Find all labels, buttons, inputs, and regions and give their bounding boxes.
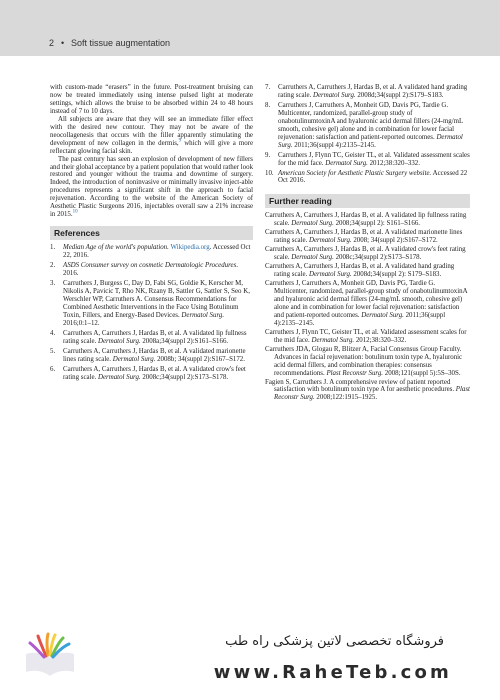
body-paragraph-3-text: The past century has seen an explosion of development of new fillers and their global acceptance by a patient population that would rather look restored and younger without the trauma and downtime of surgery. Indeed, the introduction of noninvasive or minimally invasive inject-able procedures represents a significant shift in the approach to facial rejuvenation. According to the website of the American Society of Aesthetic Plastic Surgeons 2016, injectables overall saw a 21% increase in 2015. xyxy=(50,155,254,219)
references-list-left xyxy=(50,244,253,381)
further-reading-item: Carruthers A, Carruthers J, Hardas B, et al. A validated marionette lines rating scale. Dermatol Surg. 2008; 34(suppl 2):S167–S172. xyxy=(265,229,463,245)
page-header xyxy=(0,0,500,56)
body-paragraph-3 xyxy=(50,156,253,220)
further-reading-item: Carruthers A, Carruthers J, Hardas B, et al. A validated crow's feet rating scale. Dermatol Surg. 2008c;34(suppl 2):S173–S178. xyxy=(265,246,466,262)
book-logo-icon xyxy=(22,632,78,686)
reference-item: 5. Carruthers A, Carruthers J, Hardas B, et al. A validated marionette lines rating scale. Dermatol Surg. 2008b; 34(suppl 2):S167–S172. xyxy=(50,347,246,363)
further-reading-list xyxy=(265,212,470,402)
further-reading-item: Fagien S, Carruthers J. A comprehensive review of patient reported satisfaction with botulinum toxin type A for aesthetic procedures. Plast Reconstr Surg. 2008;122:1915–1925. xyxy=(265,378,470,402)
wikipedia-link[interactable]: Wikipedia.org xyxy=(170,244,210,252)
references-heading: References xyxy=(50,226,253,240)
reference-item: 2. ASDS Consumer survey on cosmetic Dermatologic Procedures. 2016. xyxy=(50,262,238,278)
page-number: 2 xyxy=(49,38,55,48)
reference-item: 1. Median Age of the world's population. Wikipedia.org. Accessed Oct 22, 2016. xyxy=(50,244,251,260)
further-reading-item: Carruthers J, Flynn TC, Geister TL, et al. Validated assessment scales for the mid face. Dermatol Surg. 2012;38:320–332. xyxy=(265,328,467,344)
body-paragraph-2 xyxy=(50,116,253,156)
references-list-right xyxy=(265,84,470,185)
running-title: Soft tissue augmentation xyxy=(71,38,171,48)
body-paragraph-1: with custom-made “erasers” in the future. Post-treatment bruising can now be treated immediately using intense pulsed light at moderate settings, which allows the bruise to be absorbed within 24 to 48 hours instead of 7 to 10 days. xyxy=(50,84,253,115)
reference-item: 10. American Society for Aesthetic Plastic Surgery website. Accessed 22 Oct 2016. xyxy=(265,169,468,185)
watermark-site[interactable]: www.RaheTeb.com xyxy=(213,662,452,683)
reference-item: 3. Carruthers J, Burgess C, Day D, Fabi SG, Goldie K, Kerscher M, Nikolis A, Pavicic T, Rho NK, Rzany B, Sattler G, Sattler S, Seo K, Werschler WP, Carruthers A. Consensus Recommendations for Combined Aesthetic Interventions in the Face Using Botulinum Toxin, Fillers, and Energy-Based Devices. Dermatol Surg. 2016;0:1–12. xyxy=(50,280,250,327)
further-reading-item: Carruthers J, Carruthers A, Monheit GD, Davis PG, Tardie G. Multicenter, randomized, parallel-group study of onabotulinumtoxinA and hyaluronic acid dermal fillers (24-mg/mL smooth, cohesive gel) alone and in combination for lower facial rejuvenation: satisfaction and patient-reported outcomes. Dermatol Surg. 2011;36(suppl 4):2135–2145. xyxy=(265,280,468,327)
left-column xyxy=(50,84,253,383)
watermark-title: فروشگاه تخصصی لاتین پزشکی راه طب xyxy=(225,634,444,649)
watermark-footer xyxy=(0,620,500,700)
further-reading-item: Carruthers JDA, Glogau R, Blitzer A, Facial Consensus Group Faculty. Advances in facial rejuvenation: botulinum toxin type A, hyaluronic acid dermal fillers, and combination therapies: consensus recommendations. Plast Reconstr Surg. 2008;121(suppl 5):5S–30S. xyxy=(265,345,463,377)
header-bullet: • xyxy=(61,38,65,48)
reference-item: 8. Carruthers J, Carruthers A, Monheit GD, Davis PG, Tardie G. Multicenter, randomized, parallel-group study of onabotulinumtoxinA and hyaluronic acid dermal fillers (24-mg/mL smooth, cohesive gel) alone and in combination for lower facial rejuvenation: satisfaction and patient-reported outcomes. Dermatol Surg. 2011;36(suppl 4):2135–2145. xyxy=(265,101,463,149)
further-reading-item: Carruthers A, Carruthers J, Hardas B, et al. A validated hand grading rating scale. Dermatol Surg. 2008d;34(suppl 2): S179–S183. xyxy=(265,263,455,279)
further-reading-heading: Further reading xyxy=(265,194,470,208)
reference-item: 9. Carruthers J, Flynn TC, Geister TL, et al. Validated assessment scales for the mid face. Dermatol Surg. 2012;38:320–332. xyxy=(265,151,470,167)
body-paragraph-2-text: All subjects are aware that they will see an immediate filler effect with the desired new contour. They may not be aware of the neocollagenesis that occurs with the filler apparently stimulating the development of new collagen in the dermis, xyxy=(50,115,253,147)
body-paragraph-2-tail: which will give a more reflectant glowing facial skin. xyxy=(50,139,253,155)
reference-item: 4. Carruthers A, Carruthers J, Hardas B, et al. A validated lip fullness rating scale. Dermatol Surg. 2008a;34(suppl 2):S161–S166. xyxy=(50,329,247,345)
citation-superscript[interactable]: 9 xyxy=(178,138,182,144)
citation-superscript[interactable]: 10 xyxy=(72,209,78,215)
reference-item: 6. Carruthers A, Carruthers J, Hardas B, et al. A validated crow's feet rating scale. Dermatol Surg. 2008c;34(suppl 2):S173–S178. xyxy=(50,365,246,381)
right-column xyxy=(265,84,470,403)
further-reading-item: Carruthers A, Carruthers J, Hardas B, et al. A validated lip fullness rating scale. Dermatol Surg. 2008;34(suppl 2): S161–S166. xyxy=(265,212,467,228)
reference-item: 7. Carruthers A, Carruthers J, Hardas B, et al. A validated hand grading rating scale. Dermatol Surg. 2008d;34(suppl 2):S179–S183. xyxy=(265,84,468,99)
